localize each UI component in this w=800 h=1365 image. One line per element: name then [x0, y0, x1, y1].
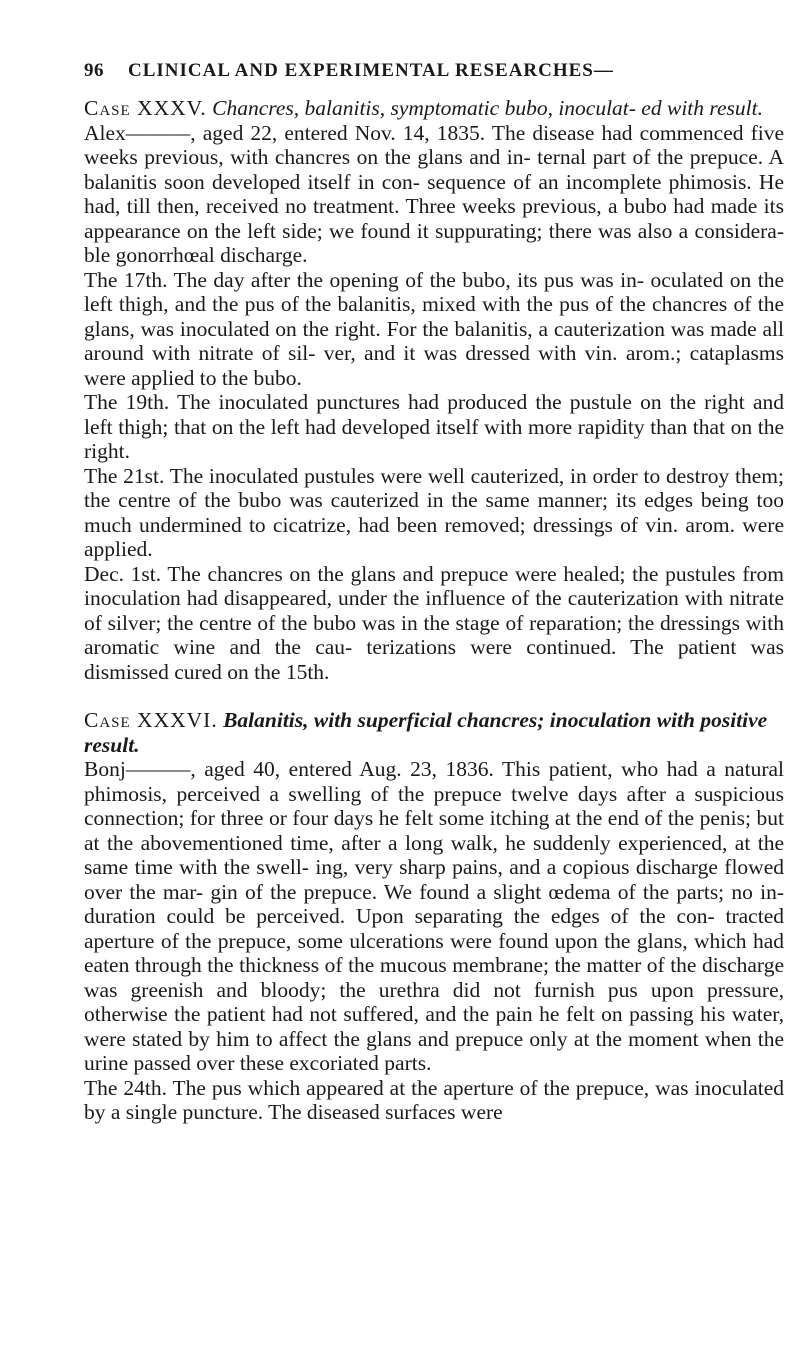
- case-xxxvi-title: Balanitis, with superficial chancres; inoculation with positive result.: [84, 708, 768, 757]
- case-xxxvi-paragraph-2: The 24th. The pus which appeared at the aperture of the prepuce, was inoculated by a single puncture. The diseased surfaces were: [84, 1075, 784, 1124]
- case-xxxv-paragraph-5: Dec. 1st. The chancres on the glans and prepuce were healed; the pustules from inoculation had disappeared, under the influence of the cauterization with nitrate of silver; the centre of the bubo was in the stage of reparation; the dressings with aromatic wine and the cau- terizations were continued. The patient was dismissed cured on the 15th.: [84, 561, 784, 684]
- case-xxxvi: [84, 708, 784, 1125]
- case-xxxvi-paragraph-1: Bonj———, aged 40, entered Aug. 23, 1836. This patient, who had a natural phimosis, perceived a swelling of the prepuce twelve days after a suspicious connection; for three or four days he felt some itching at the end of the penis; but at the abovementioned time, after a long walk, he suddenly experienced, at the same time with the swell- ing, very sharp pains, and a copious discharge flowed over the mar- gin of the prepuce. We found a slight œdema of the parts; no in- duration could be perceived. Upon separating the edges of the con- tracted aperture of the prepuce, some ulcerations were found upon the glans, which had eaten through the thickness of the mucous membrane; the matter of the discharge was greenish and bloody; the urethra did not furnish pus upon pressure, otherwise the patient had not suffered, and the pain he felt on passing his water, were stated by him to affect the glans and prepuce only at the moment when the urine passed over these excoriated parts.: [84, 757, 784, 1075]
- case-xxxvi-heading: [84, 708, 784, 757]
- case-xxxv-paragraph-1: Alex———, aged 22, entered Nov. 14, 1835. The disease had commenced five weeks previous, with chancres on the glans and in- ternal part of the prepuce. A balanitis soon developed itself in con- sequence of an incomplete phimosis. He had, till then, received no treatment. Three weeks previous, a bubo had made its appearance on the left side; we found it suppurating; there was also a considera- ble gonorrhœal discharge.: [84, 120, 784, 267]
- case-xxxv-paragraph-3: The 19th. The inoculated punctures had produced the pustule on the right and left thigh; that on the left had developed itself with more rapidity than that on the right.: [84, 390, 784, 463]
- case-xxxv-label: Case XXXV.: [84, 96, 207, 120]
- case-xxxv: [84, 96, 784, 684]
- running-head: [84, 60, 784, 90]
- page-number: 96: [84, 60, 104, 81]
- case-xxxv-paragraph-2: The 17th. The day after the opening of the bubo, its pus was in- oculated on the left thigh, and the pus of the balanitis, mixed with the pus of the chancres of the glans, was inoculated on the right. For the balanitis, a cauterization was made all around with nitrate of sil- ver, and it was dressed with vin. arom.; cataplasms were applied to the bubo.: [84, 267, 784, 390]
- case-xxxvi-label: Case XXXVI.: [84, 708, 218, 732]
- document-page: [84, 60, 784, 1125]
- running-head-title: CLINICAL AND EXPERIMENTAL RESEARCHES—: [128, 60, 614, 81]
- case-xxxv-heading: [84, 96, 784, 121]
- case-xxxv-title: Chancres, balanitis, symptomatic bubo, inoculat- ed with result.: [212, 96, 763, 120]
- case-xxxv-paragraph-4: The 21st. The inoculated pustules were well cauterized, in order to destroy them; the centre of the bubo was cauterized in the same manner; its edges being too much undermined to cicatrize, had been removed; dressings of vin. arom. were applied.: [84, 463, 784, 561]
- section-divider-space: [84, 684, 784, 708]
